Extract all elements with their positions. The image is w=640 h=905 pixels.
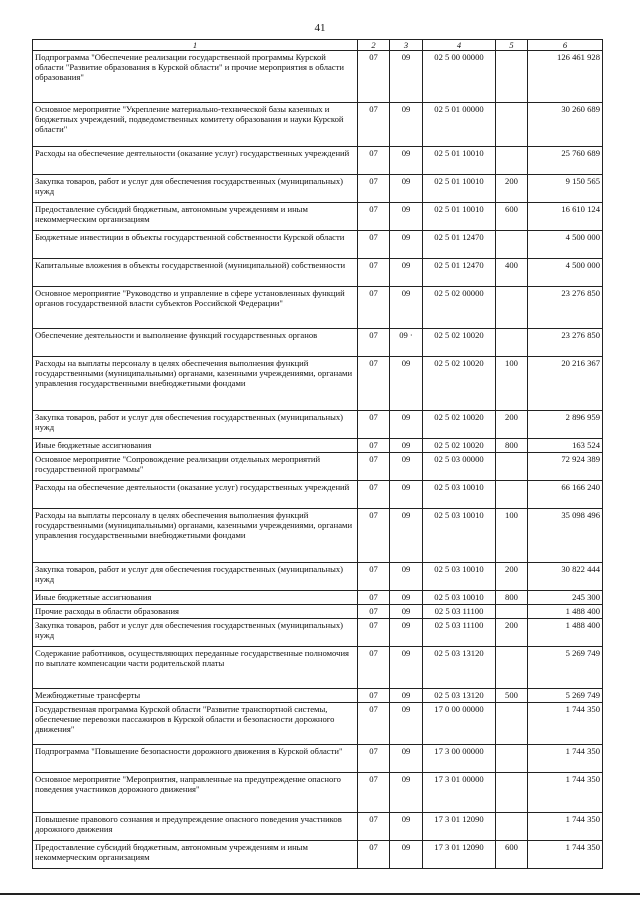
cell-target-article: 02 5 03 13120 xyxy=(423,647,496,689)
cell-target-article: 02 5 01 12470 xyxy=(423,259,496,287)
cell-amount: 1 744 350 xyxy=(528,773,603,813)
cell-name: Подпрограмма "Обеспечение реализации государственной программы Курской области "Развитие образования в Курской области" и прочие мероприятия в области образования" xyxy=(33,51,358,103)
cell-amount: 23 276 850 xyxy=(528,329,603,357)
table-header-row xyxy=(33,40,603,51)
cell-expense-type xyxy=(496,453,528,481)
cell-target-article: 02 5 02 10020 xyxy=(423,439,496,453)
cell-target-article: 02 5 02 10020 xyxy=(423,357,496,411)
cell-target-article: 17 3 01 12090 xyxy=(423,841,496,869)
table-row xyxy=(33,287,603,329)
cell-amount: 1 744 350 xyxy=(528,813,603,841)
table-row xyxy=(33,439,603,453)
cell-expense-type xyxy=(496,51,528,103)
cell-section: 07 xyxy=(358,175,390,203)
cell-amount: 20 216 367 xyxy=(528,357,603,411)
table-row xyxy=(33,703,603,745)
table-row xyxy=(33,411,603,439)
cell-name: Государственная программа Курской области "Развитие транспортной системы, обеспечение перевозки пассажиров в Курской области и безопасности дорожного движения" xyxy=(33,703,358,745)
cell-amount: 1 744 350 xyxy=(528,745,603,773)
cell-target-article: 02 5 01 10010 xyxy=(423,203,496,231)
cell-section: 07 xyxy=(358,605,390,619)
table-row xyxy=(33,689,603,703)
cell-amount: 1 744 350 xyxy=(528,703,603,745)
cell-expense-type: 100 xyxy=(496,509,528,563)
header-col-6: 6 xyxy=(528,40,603,51)
cell-amount: 5 269 749 xyxy=(528,689,603,703)
cell-target-article: 02 5 02 00000 xyxy=(423,287,496,329)
cell-expense-type xyxy=(496,231,528,259)
cell-expense-type xyxy=(496,773,528,813)
cell-subsection: 09 xyxy=(390,103,423,147)
cell-subsection: 09 xyxy=(390,813,423,841)
cell-target-article: 02 5 03 11100 xyxy=(423,605,496,619)
cell-expense-type: 200 xyxy=(496,563,528,591)
cell-section: 07 xyxy=(358,563,390,591)
table-row xyxy=(33,51,603,103)
cell-subsection: 09 xyxy=(390,619,423,647)
cell-subsection: 09 xyxy=(390,509,423,563)
cell-expense-type: 200 xyxy=(496,175,528,203)
cell-section: 07 xyxy=(358,591,390,605)
cell-subsection: 09 xyxy=(390,51,423,103)
cell-name: Расходы на обеспечение деятельности (оказание услуг) государственных учреждений xyxy=(33,147,358,175)
cell-section: 07 xyxy=(358,481,390,509)
cell-amount: 30 822 444 xyxy=(528,563,603,591)
cell-name: Капитальные вложения в объекты государственной (муниципальной) собственности xyxy=(33,259,358,287)
cell-section: 07 xyxy=(358,439,390,453)
cell-amount: 4 500 000 xyxy=(528,259,603,287)
cell-amount: 5 269 749 xyxy=(528,647,603,689)
cell-subsection: 09 xyxy=(390,703,423,745)
table-body xyxy=(33,51,603,869)
cell-expense-type xyxy=(496,329,528,357)
cell-subsection: 09 xyxy=(390,773,423,813)
cell-target-article: 02 5 01 10010 xyxy=(423,147,496,175)
cell-section: 07 xyxy=(358,231,390,259)
cell-subsection: 09 xyxy=(390,689,423,703)
cell-section: 07 xyxy=(358,745,390,773)
cell-amount: 35 098 496 xyxy=(528,509,603,563)
cell-name: Основное мероприятие "Укрепление материально-технической базы казенных и бюджетных учреждений, подведомственных комитету образования и науки Курской области" xyxy=(33,103,358,147)
cell-target-article: 02 5 03 10010 xyxy=(423,563,496,591)
table-row xyxy=(33,813,603,841)
cell-name: Иные бюджетные ассигнования xyxy=(33,591,358,605)
cell-section: 07 xyxy=(358,509,390,563)
cell-section: 07 xyxy=(358,453,390,481)
cell-subsection: 09 xyxy=(390,563,423,591)
cell-expense-type xyxy=(496,813,528,841)
cell-section: 07 xyxy=(358,703,390,745)
cell-amount: 1 744 350 xyxy=(528,841,603,869)
cell-expense-type: 600 xyxy=(496,841,528,869)
cell-section: 07 xyxy=(358,689,390,703)
cell-target-article: 17 3 01 12090 xyxy=(423,813,496,841)
cell-target-article: 02 5 03 13120 xyxy=(423,689,496,703)
cell-expense-type xyxy=(496,647,528,689)
cell-name: Предоставление субсидий бюджетным, автономным учреждениям и иным некоммерческим организациям xyxy=(33,203,358,231)
cell-expense-type: 200 xyxy=(496,619,528,647)
cell-expense-type xyxy=(496,103,528,147)
cell-name: Основное мероприятие "Руководство и управление в сфере установленных функций органов государственной власти субъектов Российской Федерации" xyxy=(33,287,358,329)
cell-expense-type: 800 xyxy=(496,591,528,605)
table-row xyxy=(33,773,603,813)
cell-target-article: 02 5 03 11100 xyxy=(423,619,496,647)
cell-amount: 23 276 850 xyxy=(528,287,603,329)
cell-subsection: 09 xyxy=(390,231,423,259)
cell-name: Закупка товаров, работ и услуг для обеспечения государственных (муниципальных) нужд xyxy=(33,175,358,203)
header-col-1: 1 xyxy=(33,40,358,51)
cell-target-article: 02 5 00 00000 xyxy=(423,51,496,103)
cell-subsection: 09 xyxy=(390,411,423,439)
cell-name: Основное мероприятие "Сопровождение реализации отдельных мероприятий государственной программы" xyxy=(33,453,358,481)
cell-subsection: 09 xyxy=(390,203,423,231)
cell-name: Бюджетные инвестиции в объекты государственной собственности Курской области xyxy=(33,231,358,259)
cell-expense-type xyxy=(496,605,528,619)
cell-name: Обеспечение деятельности и выполнение функций государственных органов xyxy=(33,329,358,357)
cell-name: Расходы на выплаты персоналу в целях обеспечения выполнения функций государственными (муниципальными) органами, казенными учреждениями, органами управления государственными внебюджетными фондами xyxy=(33,357,358,411)
cell-subsection: 09 xyxy=(390,453,423,481)
cell-target-article: 02 5 01 10010 xyxy=(423,175,496,203)
cell-target-article: 02 5 01 00000 xyxy=(423,103,496,147)
cell-expense-type: 500 xyxy=(496,689,528,703)
cell-subsection: 09 xyxy=(390,591,423,605)
cell-name: Закупка товаров, работ и услуг для обеспечения государственных (муниципальных) нужд xyxy=(33,411,358,439)
cell-section: 07 xyxy=(358,259,390,287)
table-row xyxy=(33,147,603,175)
cell-target-article: 02 5 03 10010 xyxy=(423,591,496,605)
cell-target-article: 02 5 01 12470 xyxy=(423,231,496,259)
header-col-4: 4 xyxy=(423,40,496,51)
cell-name: Повышение правового сознания и предупреждение опасного поведения участников дорожного движения xyxy=(33,813,358,841)
cell-name: Иные бюджетные ассигнования xyxy=(33,439,358,453)
cell-section: 07 xyxy=(358,287,390,329)
table-row xyxy=(33,259,603,287)
header-col-2: 2 xyxy=(358,40,390,51)
cell-amount: 2 896 959 xyxy=(528,411,603,439)
cell-amount: 30 260 689 xyxy=(528,103,603,147)
cell-subsection: 09 xyxy=(390,745,423,773)
table-row xyxy=(33,357,603,411)
cell-expense-type: 100 xyxy=(496,357,528,411)
cell-target-article: 02 5 03 00000 xyxy=(423,453,496,481)
cell-amount: 66 166 240 xyxy=(528,481,603,509)
header-col-5: 5 xyxy=(496,40,528,51)
cell-target-article: 17 3 01 00000 xyxy=(423,773,496,813)
cell-expense-type xyxy=(496,703,528,745)
cell-subsection: 09 xyxy=(390,147,423,175)
cell-subsection: 09 xyxy=(390,357,423,411)
table-row xyxy=(33,481,603,509)
cell-section: 07 xyxy=(358,773,390,813)
cell-target-article: 17 0 00 00000 xyxy=(423,703,496,745)
cell-section: 07 xyxy=(358,647,390,689)
cell-section: 07 xyxy=(358,103,390,147)
cell-amount: 1 488 400 xyxy=(528,619,603,647)
cell-expense-type xyxy=(496,745,528,773)
cell-target-article: 17 3 00 00000 xyxy=(423,745,496,773)
cell-section: 07 xyxy=(358,841,390,869)
cell-subsection: 09 xyxy=(390,175,423,203)
cell-target-article: 02 5 03 10010 xyxy=(423,481,496,509)
cell-section: 07 xyxy=(358,329,390,357)
cell-subsection: 09 xyxy=(390,259,423,287)
header-col-3: 3 xyxy=(390,40,423,51)
cell-subsection: 09 xyxy=(390,605,423,619)
cell-amount: 126 461 928 xyxy=(528,51,603,103)
cell-section: 07 xyxy=(358,357,390,411)
cell-amount: 16 610 124 xyxy=(528,203,603,231)
page-number: 41 xyxy=(314,22,326,34)
cell-name: Межбюджетные трансферты xyxy=(33,689,358,703)
cell-name: Подпрограмма "Повышение безопасности дорожного движения в Курской области" xyxy=(33,745,358,773)
cell-name: Расходы на выплаты персоналу в целях обеспечения выполнения функций государственными (муниципальными) органами, казенными учреждениями, органами управления государственными внебюджетными фондами xyxy=(33,509,358,563)
cell-subsection: 09 xyxy=(390,647,423,689)
cell-name: Предоставление субсидий бюджетным, автономным учреждениям и иным некоммерческим организациям xyxy=(33,841,358,869)
table-row xyxy=(33,605,603,619)
table-row xyxy=(33,231,603,259)
cell-subsection: 09 xyxy=(390,841,423,869)
cell-section: 07 xyxy=(358,147,390,175)
cell-section: 07 xyxy=(358,411,390,439)
cell-expense-type: 400 xyxy=(496,259,528,287)
table-row xyxy=(33,647,603,689)
cell-target-article: 02 5 02 10020 xyxy=(423,329,496,357)
cell-subsection: 09 xyxy=(390,287,423,329)
page-bottom-rule xyxy=(0,893,640,895)
cell-expense-type: 800 xyxy=(496,439,528,453)
cell-expense-type xyxy=(496,481,528,509)
table-row xyxy=(33,563,603,591)
cell-section: 07 xyxy=(358,51,390,103)
table-row xyxy=(33,745,603,773)
cell-name: Закупка товаров, работ и услуг для обеспечения государственных (муниципальных) нужд xyxy=(33,619,358,647)
table-row xyxy=(33,619,603,647)
table-row xyxy=(33,591,603,605)
cell-amount: 1 488 400 xyxy=(528,605,603,619)
cell-amount: 72 924 389 xyxy=(528,453,603,481)
table-row xyxy=(33,329,603,357)
cell-name: Прочие расходы в области образования xyxy=(33,605,358,619)
cell-section: 07 xyxy=(358,813,390,841)
cell-section: 07 xyxy=(358,203,390,231)
cell-name: Закупка товаров, работ и услуг для обеспечения государственных (муниципальных) нужд xyxy=(33,563,358,591)
cell-expense-type xyxy=(496,147,528,175)
table-row xyxy=(33,203,603,231)
cell-amount: 163 524 xyxy=(528,439,603,453)
table-row xyxy=(33,509,603,563)
table-row xyxy=(33,175,603,203)
cell-amount: 9 150 565 xyxy=(528,175,603,203)
table-row xyxy=(33,453,603,481)
cell-subsection: 09 xyxy=(390,481,423,509)
cell-name: Основное мероприятие "Мероприятия, направленные на предупреждение опасного поведения участников дорожного движения" xyxy=(33,773,358,813)
budget-table xyxy=(32,39,603,869)
cell-target-article: 02 5 03 10010 xyxy=(423,509,496,563)
cell-amount: 245 300 xyxy=(528,591,603,605)
cell-subsection: 09 xyxy=(390,439,423,453)
cell-name: Расходы на обеспечение деятельности (оказание услуг) государственных учреждений xyxy=(33,481,358,509)
cell-section: 07 xyxy=(358,619,390,647)
cell-expense-type: 600 xyxy=(496,203,528,231)
cell-subsection: 09 · xyxy=(390,329,423,357)
table-row xyxy=(33,103,603,147)
cell-expense-type xyxy=(496,287,528,329)
cell-target-article: 02 5 02 10020 xyxy=(423,411,496,439)
cell-amount: 4 500 000 xyxy=(528,231,603,259)
cell-expense-type: 200 xyxy=(496,411,528,439)
table-row xyxy=(33,841,603,869)
cell-amount: 25 760 689 xyxy=(528,147,603,175)
cell-name: Содержание работников, осуществляющих переданные государственные полномочия по выплате компенсации части родительской платы xyxy=(33,647,358,689)
